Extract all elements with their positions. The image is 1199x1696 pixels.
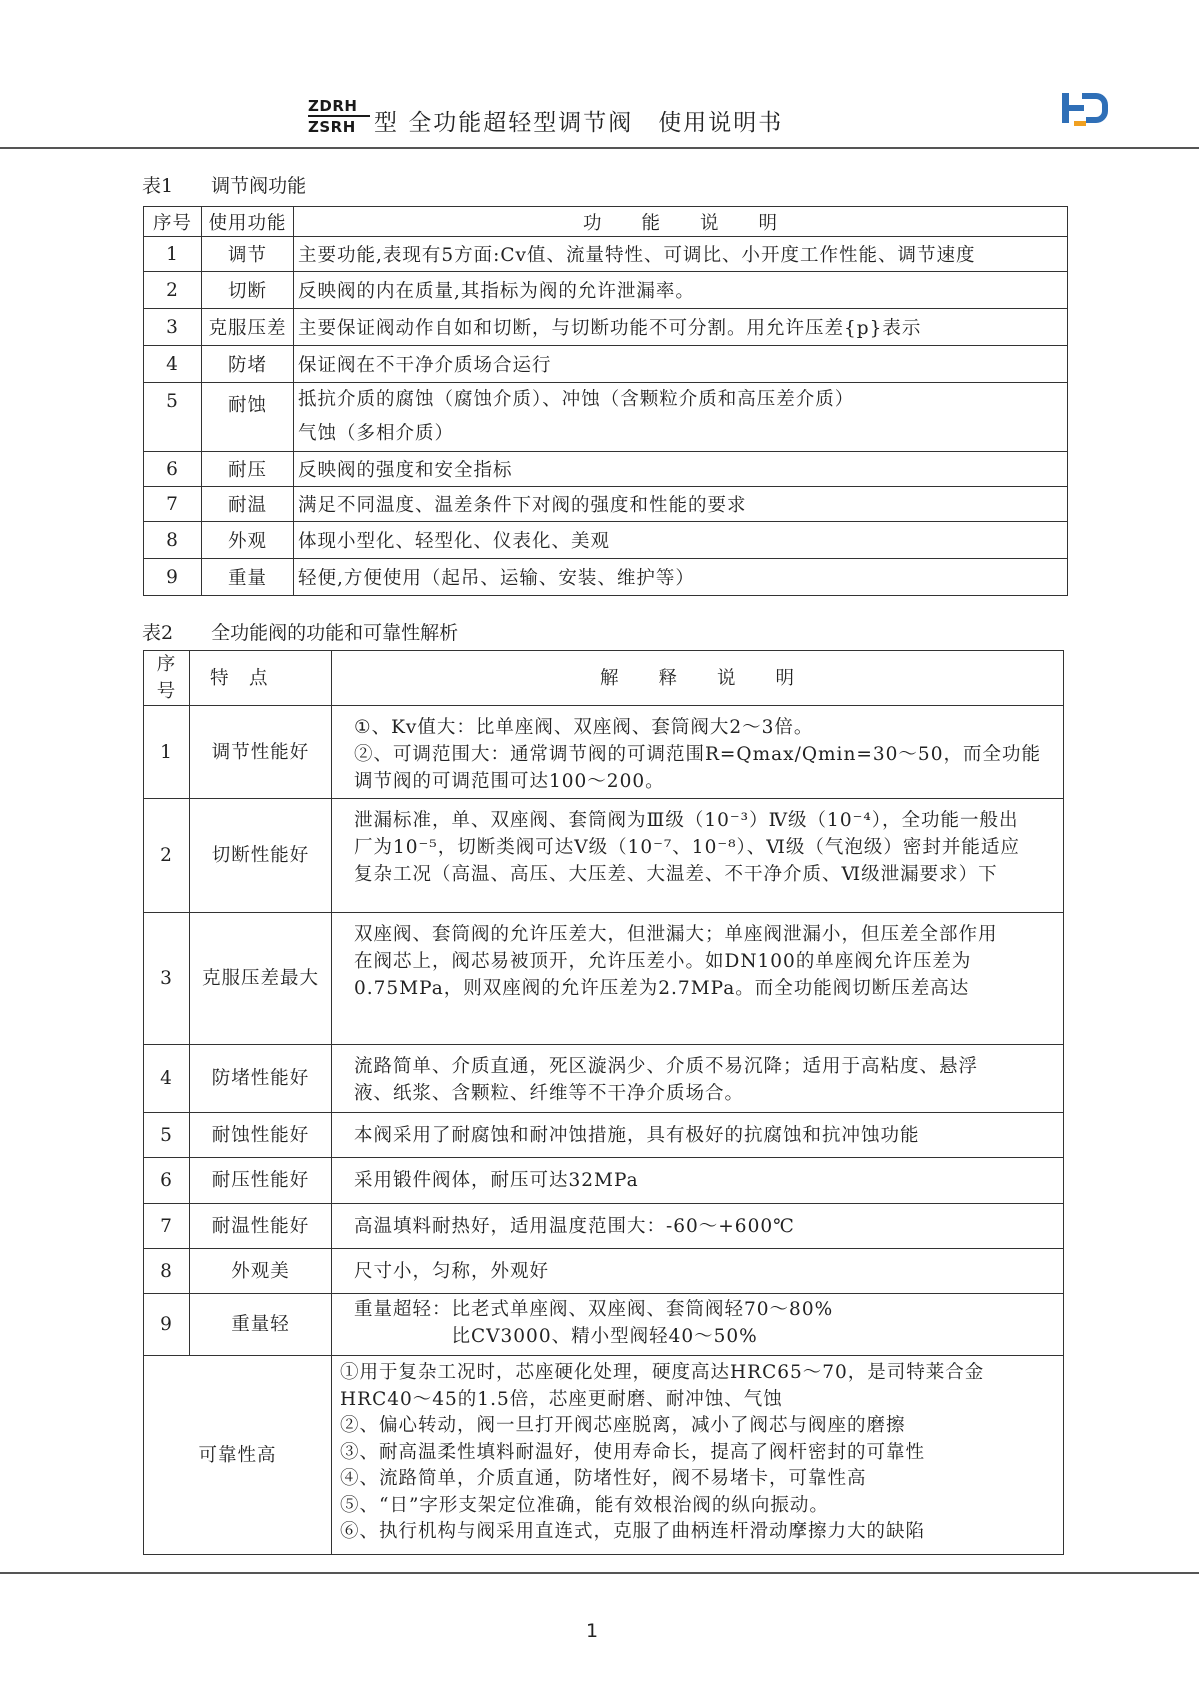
model-code-1: ZDRH: [308, 97, 358, 115]
row-number: 9: [144, 1294, 190, 1356]
function-description: 轻便,方便使用（起吊、运输、安装、维护等）: [294, 559, 1068, 596]
function-name: 重量: [202, 559, 294, 596]
feature-name: 调节性能好: [190, 706, 332, 799]
row-number: 6: [144, 1158, 190, 1204]
function-name: 耐压: [202, 452, 294, 487]
feature-name: 耐压性能好: [190, 1158, 332, 1204]
row-number: 7: [144, 487, 202, 522]
row-number: 1: [144, 706, 190, 799]
description-line: 气蚀（多相介质）: [298, 423, 455, 444]
feature-name: 重量轻: [190, 1294, 332, 1356]
model-divider: [308, 115, 370, 117]
row-number: 3: [144, 913, 190, 1045]
table-row: [144, 1294, 1064, 1356]
header-cell: 序号: [144, 651, 190, 706]
description-line: 泄漏标准，单、双座阀、套筒阀为Ⅲ级（10⁻³）Ⅳ级（10⁻⁴），全功能一般出: [354, 810, 1019, 831]
table-row: [144, 1113, 1064, 1158]
row-number: 4: [144, 346, 202, 383]
table-row: [144, 1356, 1064, 1555]
table-row: [144, 1158, 1064, 1204]
row-number: 4: [144, 1045, 190, 1113]
footer-rule: [0, 1572, 1199, 1574]
description-line: ②、可调范围大：通常调节阀的可调范围R=Qmax/Qmin=30～50，而全功能: [354, 744, 1041, 765]
function-name: 克服压差: [202, 309, 294, 346]
description-line: ②、偏心转动，阀一旦打开阀芯座脱离，减小了阀芯与阀座的磨擦: [340, 1415, 906, 1436]
company-logo-icon: [1060, 90, 1110, 130]
table-row: [144, 452, 1068, 487]
function-name: 耐温: [202, 487, 294, 522]
feature-name: 耐蚀性能好: [190, 1113, 332, 1158]
description-line: ①用于复杂工况时，芯座硬化处理，硬度高达HRC65～70，是司特莱合金: [340, 1362, 985, 1383]
feature-name: 切断性能好: [190, 799, 332, 913]
description-line: 0.75MPa，则双座阀的允许压差为2.7MPa。而全功能阀切断压差高达: [354, 978, 970, 999]
table-row: [144, 237, 1068, 272]
reliability-label: 可靠性高: [144, 1356, 332, 1555]
description-line: ③、耐高温柔性填料耐温好，使用寿命长，提高了阀杆密封的可靠性: [340, 1441, 926, 1463]
feature-description: 采用锻件阀体，耐压可达32MPa: [332, 1158, 1064, 1204]
table-row: [144, 346, 1068, 383]
table-row: [144, 1249, 1064, 1294]
description-line: ④、流路简单，介质直通，防堵性好，阀不易堵卡，可靠性高: [340, 1468, 867, 1489]
reliability-table: [143, 650, 1064, 1555]
function-table: [143, 206, 1068, 596]
function-description: 反映阀的内在质量,其指标为阀的允许泄漏率。: [294, 272, 1068, 309]
row-number: 1: [144, 237, 202, 272]
table-row: [144, 706, 1064, 799]
function-name: 防堵: [202, 346, 294, 383]
table-row: [144, 559, 1068, 596]
function-name: 外观: [202, 522, 294, 559]
feature-name: 防堵性能好: [190, 1045, 332, 1113]
header-cell: 功 能 说 明: [294, 207, 1068, 237]
header-cell: 解 释 说 明: [332, 651, 1064, 706]
function-name: 切断: [202, 272, 294, 309]
function-name: 调节: [202, 237, 294, 272]
row-number: 2: [144, 272, 202, 309]
feature-description: [332, 706, 1064, 799]
feature-description: [332, 1294, 1064, 1356]
row-number: 2: [144, 799, 190, 913]
feature-description: 本阀采用了耐腐蚀和耐冲蚀措施，具有极好的抗腐蚀和抗冲蚀功能: [332, 1113, 1064, 1158]
table-row: [144, 913, 1064, 1045]
header-cell: 使用功能: [202, 207, 294, 237]
row-number: 9: [144, 559, 202, 596]
page-number: 1: [586, 1620, 599, 1642]
feature-name: 外观美: [190, 1249, 332, 1294]
description-line: 厂为10⁻⁵，切断类阀可达Ⅴ级（10⁻⁷、10⁻⁸）、Ⅵ级（气泡级）密封并能适应: [354, 837, 1020, 858]
row-number: 8: [144, 522, 202, 559]
table-row: [144, 1204, 1064, 1249]
feature-name: 耐温性能好: [190, 1204, 332, 1249]
function-description: 保证阀在不干净介质场合运行: [294, 346, 1068, 383]
description-line: 抵抗介质的腐蚀（腐蚀介质）、冲蚀（含颗粒介质和高压差介质）: [298, 389, 855, 410]
table-row: [144, 487, 1068, 522]
table-row: [144, 383, 1068, 452]
function-description: 体现小型化、轻型化、仪表化、美观: [294, 522, 1068, 559]
description-line: 液、纸浆、含颗粒、纤维等不干净介质场合。: [354, 1083, 745, 1104]
header-rule: [0, 147, 1199, 149]
feature-name: 克服压差最大: [190, 913, 332, 1045]
table-row: [144, 1045, 1064, 1113]
row-number: 8: [144, 1249, 190, 1294]
description-line: 流路简单、介质直通，死区漩涡少、介质不易沉降；适用于高粘度、悬浮: [354, 1056, 979, 1077]
feature-description: 高温填料耐热好，适用温度范围大：-60～+600℃: [332, 1204, 1064, 1249]
function-description: [294, 383, 1068, 452]
function-description: 反映阀的强度和安全指标: [294, 452, 1068, 487]
table-row: [144, 309, 1068, 346]
table-row: [144, 522, 1068, 559]
function-description: 主要保证阀动作自如和切断，与切断功能不可分割。用允许压差{p}表示: [294, 309, 1068, 346]
feature-description: [332, 1045, 1064, 1113]
row-number: 6: [144, 452, 202, 487]
row-number: 5: [144, 383, 202, 452]
table2-caption: 表2 全功能阀的功能和可靠性解析: [142, 622, 459, 644]
document-title: 型 全功能超轻型调节阀 使用说明书: [374, 110, 784, 136]
table-row: [144, 799, 1064, 913]
description-line: 复杂工况（高温、高压、大压差、大温差、不干净介质、Ⅵ级泄漏要求）下: [354, 864, 998, 885]
feature-description: [332, 913, 1064, 1045]
table-header-row: [144, 651, 1064, 706]
description-line: HRC40～45的1.5倍，芯座更耐磨、耐冲蚀、气蚀: [340, 1388, 783, 1410]
description-line: ①、Kv值大：比单座阀、双座阀、套筒阀大2～3倍。: [354, 717, 814, 738]
table1-caption: 表1 调节阀功能: [142, 175, 307, 197]
feature-description: [332, 799, 1064, 913]
description-line: 在阀芯上，阀芯易被顶开，允许压差小。如DN100的单座阀允许压差为: [354, 951, 972, 972]
function-name: 耐蚀: [202, 383, 294, 452]
header-cell: 特 点: [190, 651, 332, 706]
function-description: 主要功能,表现有5方面:Cv值、流量特性、可调比、小开度工作性能、调节速度: [294, 237, 1068, 272]
function-description: 满足不同温度、温差条件下对阀的强度和性能的要求: [294, 487, 1068, 522]
description-line: ⑤、“日”字形支架定位准确，能有效根治阀的纵向振动。: [340, 1494, 829, 1516]
reliability-description: [332, 1356, 1064, 1555]
table-header-row: [144, 207, 1068, 237]
description-line: ⑥、执行机构与阀采用直连式，克服了曲柄连杆滑动摩擦力大的缺陷: [340, 1521, 926, 1542]
description-line: 比CV3000、精小型阀轻40～50%: [354, 1326, 758, 1347]
description-line: 重量超轻：比老式单座阀、双座阀、套筒阀轻70～80%: [354, 1299, 834, 1320]
table-row: [144, 272, 1068, 309]
feature-description: 尺寸小，匀称，外观好: [332, 1249, 1064, 1294]
header-cell: 序号: [144, 207, 202, 237]
row-number: 3: [144, 309, 202, 346]
model-codes: [308, 97, 370, 136]
model-code-2: ZSRH: [308, 118, 356, 136]
row-number: 7: [144, 1204, 190, 1249]
description-line: 调节阀的可调范围可达100～200。: [354, 771, 665, 792]
row-number: 5: [144, 1113, 190, 1158]
description-line: 双座阀、套筒阀的允许压差大，但泄漏大；单座阀泄漏小，但压差全部作用: [354, 924, 998, 945]
